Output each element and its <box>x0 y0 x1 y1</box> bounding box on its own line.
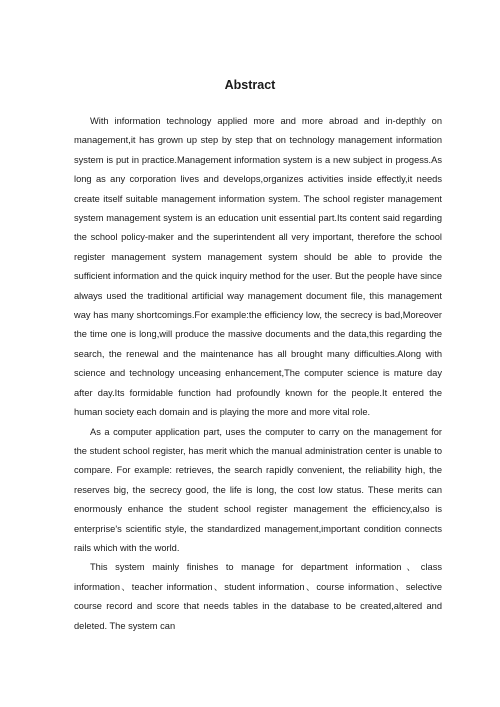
paragraph-2: As a computer application part, uses the computer to carry on the management for the student school register, has merit which the manual administration center is unable to compare. For example: retrieves, the search rapidly convenient, the reliability high, the reserves big, the secrecy good, the life is long, the cost low status. These merits can enormously enhance the student school register management the efficiency,also is enterprise's scientific style, the standardized management,important condition connects rails which with the world. <box>74 426 442 553</box>
abstract-body <box>74 112 442 636</box>
paragraph-1: With information technology applied more and more abroad and in-depthly on management,it has grown up step by step that on technology management information system is put in practice.Management information system is a new subject in progess.As long as any corporation lives and develops,organizes activities inside effectly,it needs create itself suitable management information system. The school register management system management system is an education unit essential part.Its content said regarding the school policy-maker and the superintendent all very important, therefore the school register management system management system should be able to provide the sufficient information and the quick inquiry method for the user. But the people have since always used the traditional artificial way management document file, this management way has many shortcomings.For example:the efficiency low, the secrecy is bad,Moreover the time one is long,will produce the massive documents and the data,this regarding the search, the renewal and the maintenance has all brought many difficulties.Along with science and technology unceasing enhancement,The computer science is mature day after day.Its formidable function had profoundly known for the people.It entered the human society each domain and is playing the more and more vital role. <box>74 116 442 418</box>
page-title: Abstract <box>224 78 276 92</box>
paragraph-3: This system mainly finishes to manage for department information、class information、teacher information、student information、course information、selective course record and score that needs tables in the database to be created,altered and deleted. The system can <box>74 562 442 631</box>
